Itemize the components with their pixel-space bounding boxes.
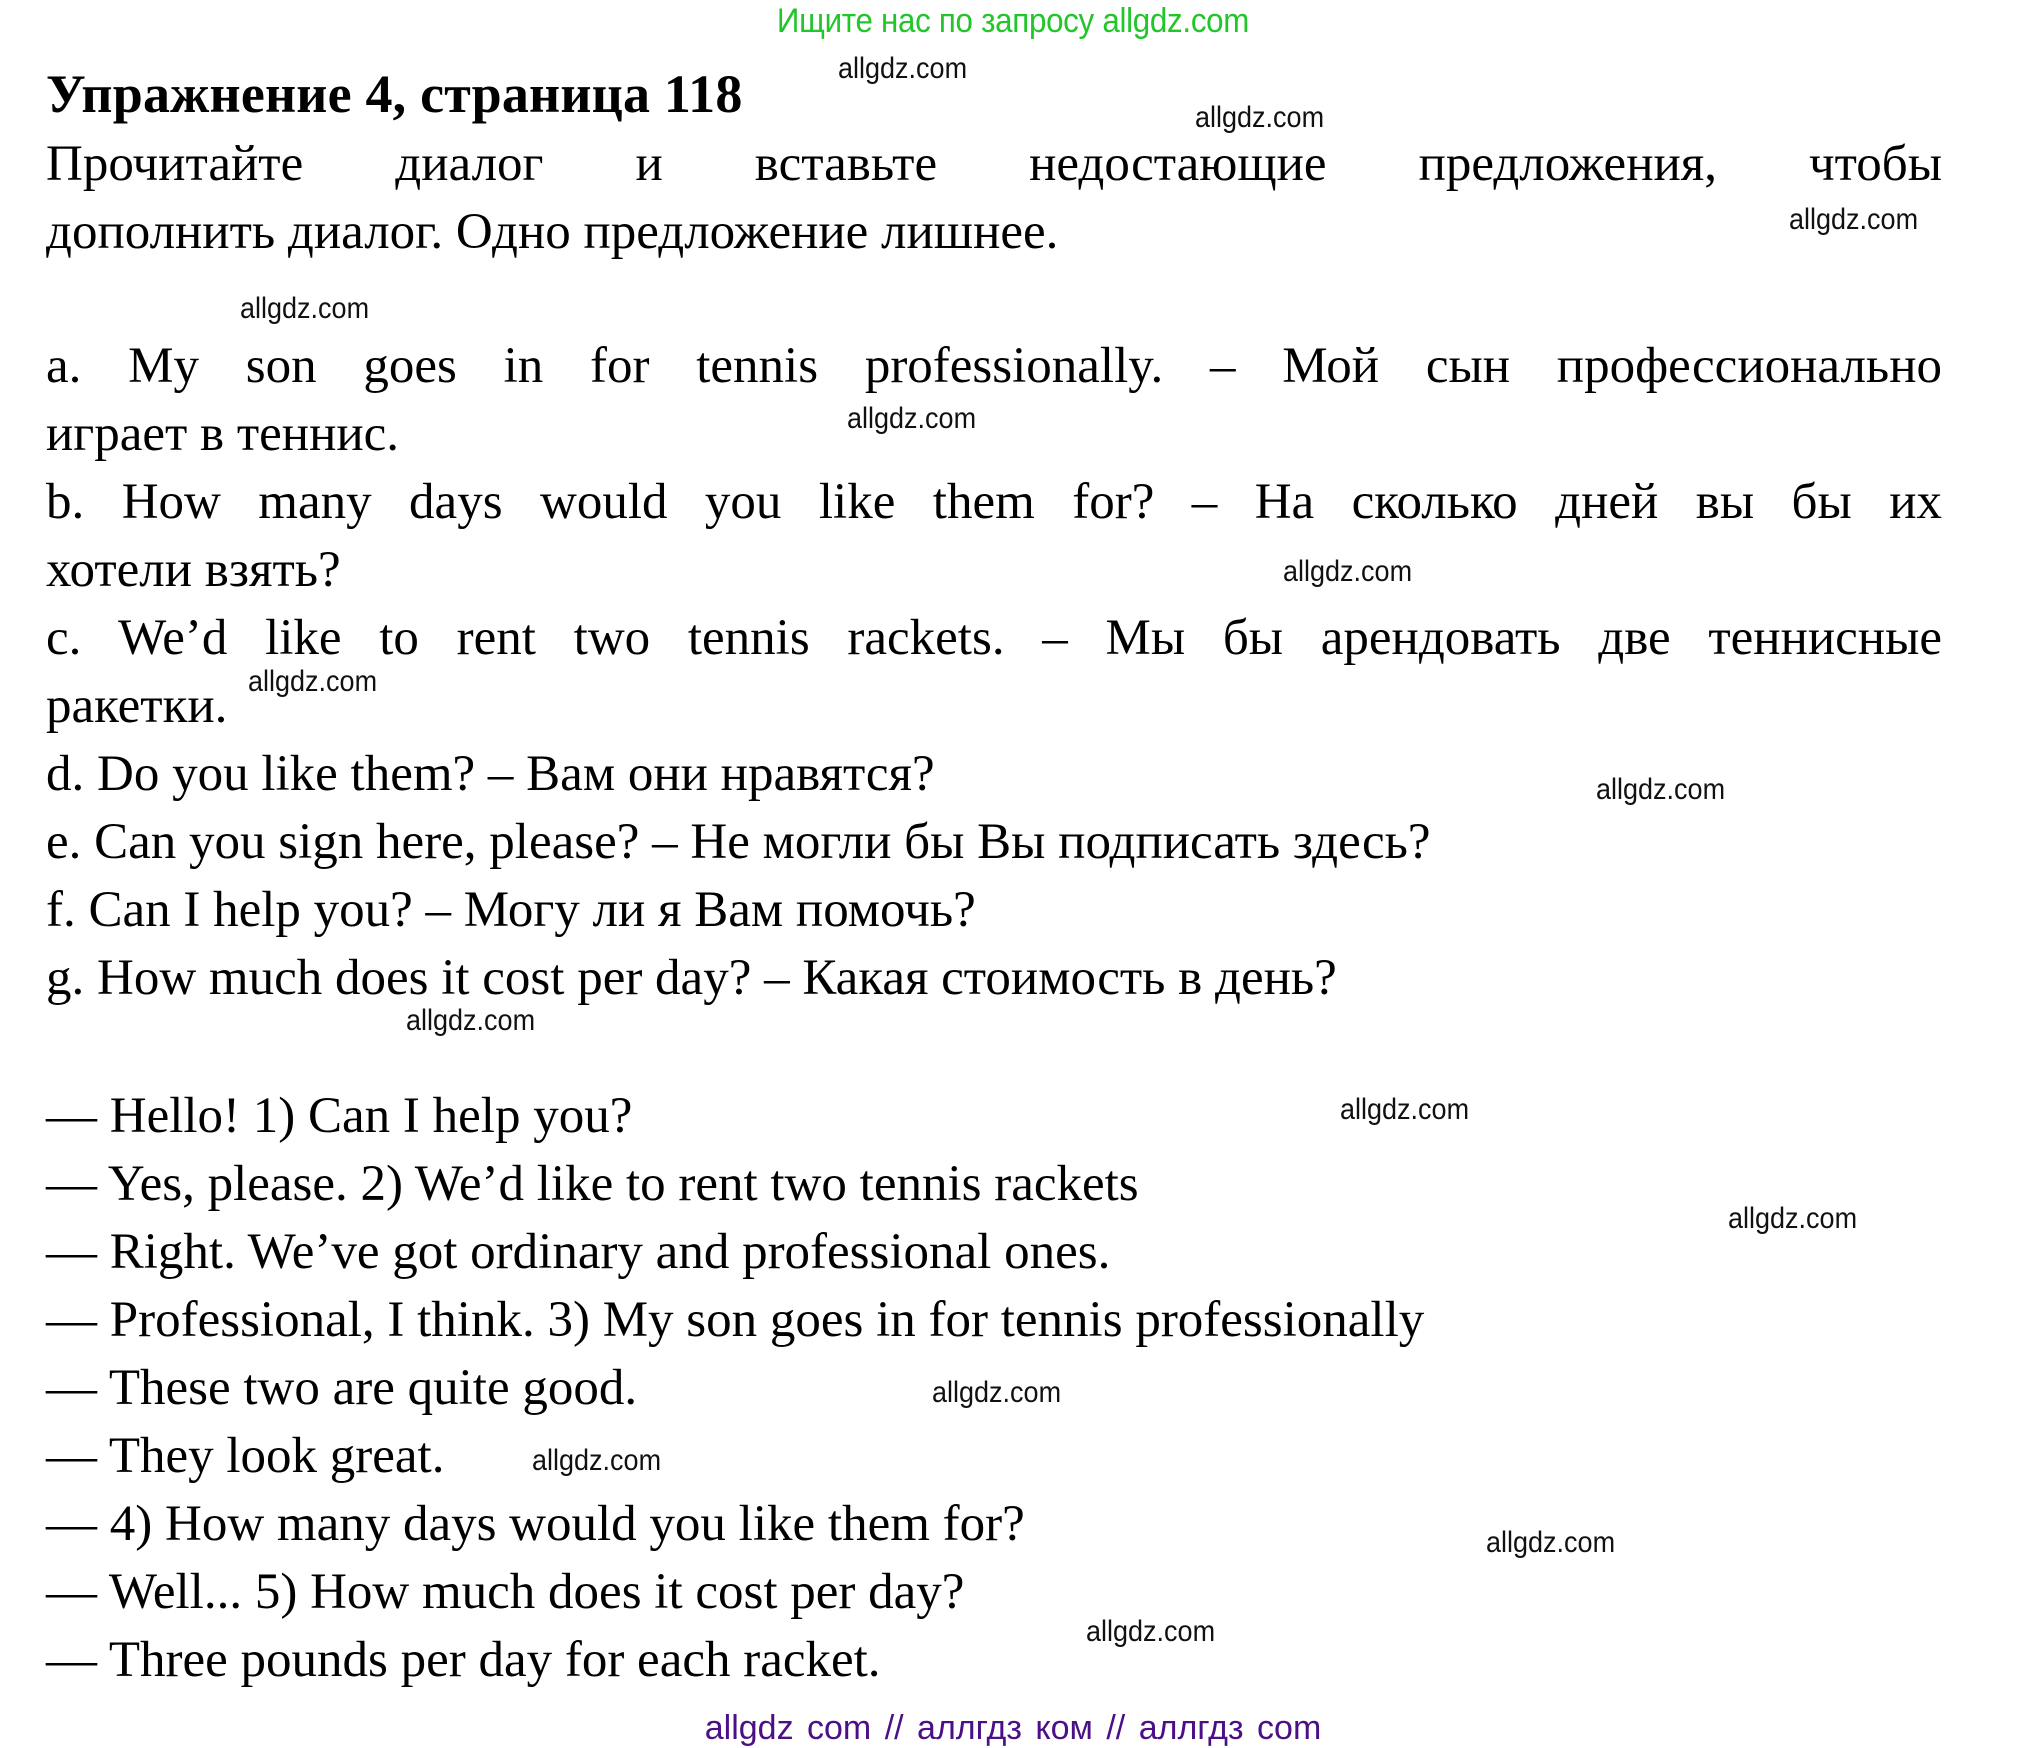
- dialogue-line: — Right. We’ve got ordinary and professional ones.: [46, 1224, 1111, 1280]
- option-c-line-2: ракетки.: [46, 678, 228, 734]
- dialogue-line: — Well... 5) How much does it cost per day?: [46, 1564, 965, 1620]
- watermark: allgdz.com: [248, 665, 378, 698]
- watermark: allgdz.com: [1086, 1615, 1216, 1648]
- instructions-line-2: дополнить диалог. Одно предложение лишнее.: [46, 204, 1059, 260]
- watermark: allgdz.com: [1340, 1093, 1470, 1126]
- option-a-line-1: a. My son goes in for tennis professionally. – Мой сын профессионально: [46, 338, 1942, 394]
- dialogue-line: — They look great.: [46, 1428, 445, 1484]
- dialogue-line: — Professional, I think. 3) My son goes in for tennis professionally: [46, 1292, 1425, 1348]
- watermark: allgdz.com: [932, 1376, 1062, 1409]
- dialogue-line: — 4) How many days would you like them for?: [46, 1496, 1025, 1552]
- dialogue-line: — Hello! 1) Can I help you?: [46, 1088, 633, 1144]
- watermark: allgdz.com: [1486, 1526, 1616, 1559]
- dialogue-line: — These two are quite good.: [46, 1360, 638, 1416]
- watermark: allgdz.com: [1789, 203, 1919, 236]
- watermark: allgdz.com: [406, 1004, 536, 1037]
- option-d: d. Do you like them? – Вам они нравятся?: [46, 746, 935, 802]
- dialogue-line: — Yes, please. 2) We’d like to rent two tennis rackets: [46, 1156, 1139, 1212]
- watermark: allgdz.com: [1195, 101, 1325, 134]
- watermark: allgdz.com: [1596, 773, 1726, 806]
- exercise-instructions: [46, 130, 1942, 266]
- site-name-footer: allgdz com // аллгдз ком // аллгдз com: [704, 1709, 1322, 1747]
- option-b-line-1: b. How many days would you like them for? – На сколько дней вы бы их: [46, 474, 1942, 530]
- option-f: f. Can I help you? – Могу ли я Вам помочь?: [46, 882, 976, 938]
- exercise-title: Упражнение 4, страница 118: [46, 64, 743, 124]
- watermark: allgdz.com: [1728, 1202, 1858, 1235]
- option-a-line-2: играет в теннис.: [46, 406, 400, 462]
- watermark: allgdz.com: [532, 1444, 662, 1477]
- dialogue-line: — Three pounds per day for each racket.: [46, 1632, 881, 1688]
- search-promo-banner: Ищите нас по запросу allgdz.com: [776, 2, 1250, 40]
- option-c-line-1: c. We’d like to rent two tennis rackets. – Мы бы арендовать две теннисные: [46, 610, 1942, 666]
- watermark: allgdz.com: [1283, 555, 1413, 588]
- watermark: allgdz.com: [847, 402, 977, 435]
- option-g: g. How much does it cost per day? – Какая стоимость в день?: [46, 950, 1337, 1006]
- option-e: e. Can you sign here, please? – Не могли бы Вы подписать здесь?: [46, 814, 1431, 870]
- instructions-line-1: Прочитайте диалог и вставьте недостающие предложения, чтобы: [46, 136, 1942, 192]
- watermark: allgdz.com: [838, 52, 968, 85]
- watermark: allgdz.com: [240, 292, 370, 325]
- option-b-line-2: хотели взять?: [46, 542, 341, 598]
